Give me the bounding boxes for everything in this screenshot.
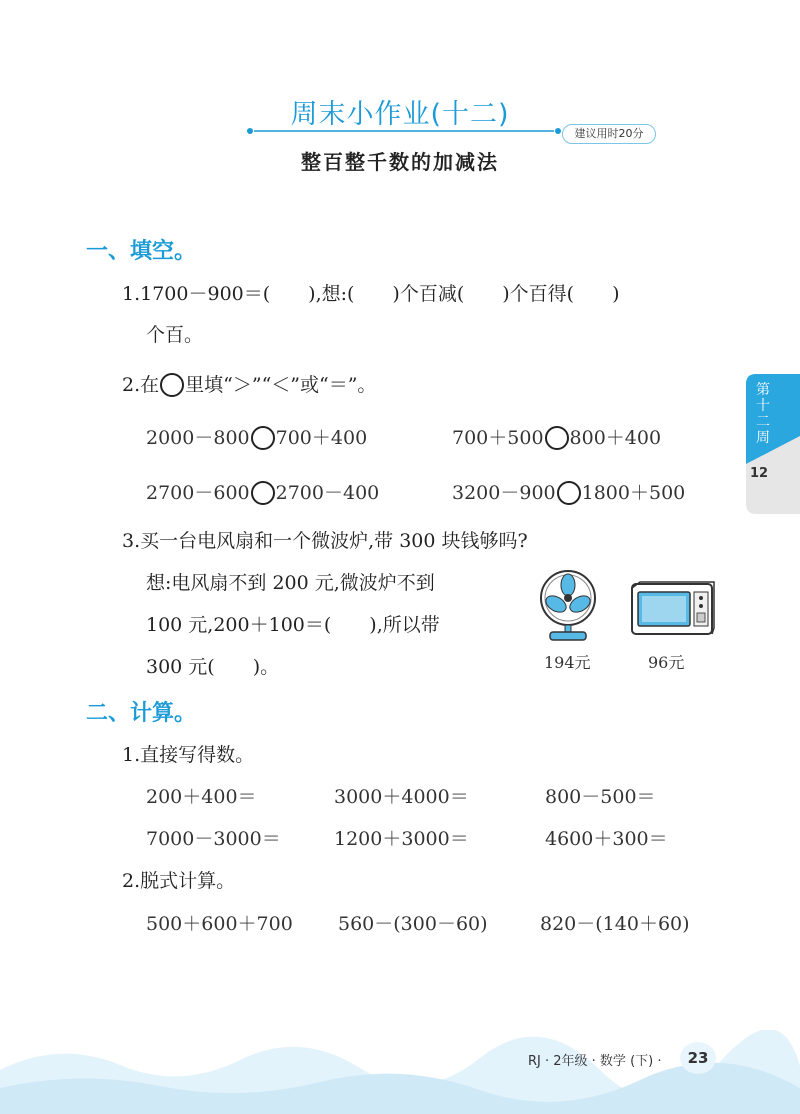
- question-2-prefix: 2.在: [122, 374, 160, 396]
- compare-circle[interactable]: [545, 426, 569, 450]
- question-3-hint-line-3: 300 元( )。: [146, 656, 280, 678]
- compare-circle: [160, 373, 184, 397]
- sub-question-stepwise: 2.脱式计算。: [122, 870, 236, 892]
- week-label: 第十二周: [756, 382, 770, 446]
- direct-calc-item: 3000＋4000＝: [334, 786, 469, 808]
- direct-calc-item: 1200＋3000＝: [334, 828, 469, 850]
- direct-calc-item: 7000－3000＝: [146, 828, 281, 850]
- stepwise-calc-item: 560－(300－60): [338, 913, 488, 935]
- compare-item: 700＋500 800＋400: [452, 427, 662, 449]
- time-hint-badge: 建议用时20分: [562, 124, 656, 144]
- section-heading-fill-blank: 一、填空。: [86, 239, 197, 264]
- page-number: 23: [680, 1042, 716, 1074]
- compare-circle[interactable]: [557, 481, 581, 505]
- question-3: 3.买一台电风扇和一个微波炉,带 300 块钱够吗?: [122, 530, 528, 552]
- footer-book-info: RJ · 2年级 · 数学 (下) ·: [528, 1054, 662, 1069]
- microwave-price: 96元: [648, 653, 685, 672]
- compare-circle[interactable]: [251, 426, 275, 450]
- question-3-hint-line-2: 100 元,200＋100＝( ),所以带: [146, 614, 440, 636]
- compare-item: 2000－800 700＋400: [146, 427, 368, 449]
- electric-fan-icon: [536, 568, 600, 642]
- sub-question-direct: 1.直接写得数。: [122, 744, 255, 766]
- question-2: [122, 370, 376, 397]
- title-underline: [246, 126, 562, 136]
- question-1-line-2: 个百。: [146, 324, 204, 346]
- direct-calc-item: 200＋400＝: [146, 786, 257, 808]
- compare-item: 3200－900 1800＋500: [452, 482, 686, 504]
- question-1-line-1: 1.1700－900＝( ),想:( )个百减( )个百得( ): [122, 283, 620, 305]
- page-title: 周末小作业(十二): [290, 99, 510, 130]
- compare-item: 2700－600 2700－400: [146, 482, 380, 504]
- page-subtitle: 整百整千数的加减法: [301, 150, 499, 174]
- fan-price: 194元: [544, 653, 591, 672]
- compare-circle[interactable]: [251, 481, 275, 505]
- stepwise-calc-item: 820－(140＋60): [540, 913, 690, 935]
- direct-calc-item: 4600＋300＝: [545, 828, 668, 850]
- question-3-hint-line-1: 想:电风扇不到 200 元,微波炉不到: [146, 572, 435, 594]
- week-number: 12: [750, 466, 769, 481]
- section-heading-calculate: 二、计算。: [86, 701, 197, 726]
- question-2-suffix: 里填“＞”“＜”或“＝”。: [185, 374, 377, 396]
- direct-calc-item: 800－500＝: [545, 786, 656, 808]
- wave-background: [0, 1030, 800, 1114]
- stepwise-calc-item: 500＋600＋700: [146, 913, 293, 935]
- microwave-icon: [630, 580, 716, 638]
